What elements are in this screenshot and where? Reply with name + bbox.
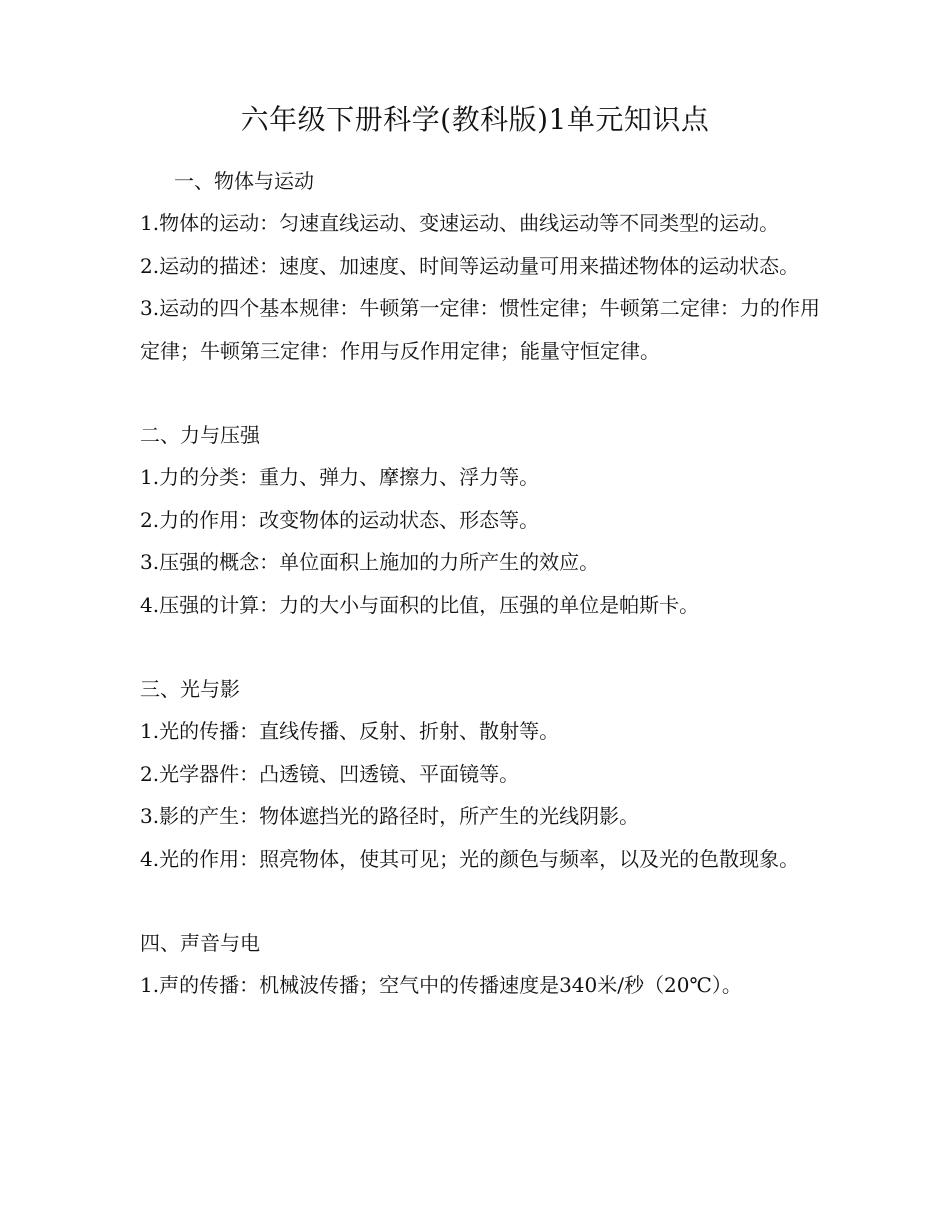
list-item: 2.力的作用：改变物体的运动状态、形态等。 — [140, 507, 540, 532]
section-force-pressure — [140, 414, 820, 626]
document-body — [140, 160, 820, 1049]
section-heading: 四、声音与电 — [140, 931, 260, 955]
section-heading: 一、物体与运动 — [174, 169, 314, 193]
list-item: 1.光的传播：直线传播、反射、折射、散射等。 — [140, 719, 560, 743]
list-item: 2.运动的描述：速度、加速度、时间等运动量可用来描述物体的运动状态。 — [140, 253, 800, 278]
section-motion — [140, 160, 820, 372]
section-heading: 二、力与压强 — [140, 423, 260, 447]
list-item: 1.物体的运动：匀速直线运动、变速运动、曲线运动等不同类型的运动。 — [140, 211, 780, 235]
section-sound-electricity — [140, 922, 820, 1007]
list-item: 3.运动的四个基本规律：牛顿第一定律：惯性定律；牛顿第二定律：力的作用定律；牛顿第三定律：作用与反作用定律；能量守恒定律。 — [140, 296, 820, 363]
section-heading: 三、光与影 — [140, 677, 240, 701]
list-item: 2.光学器件：凸透镜、凹透镜、平面镜等。 — [140, 761, 520, 786]
section-light-shadow — [140, 668, 820, 880]
list-item: 3.影的产生：物体遮挡光的路径时，所产生的光线阴影。 — [140, 804, 640, 828]
document-title: 六年级下册科学(教科版)1单元知识点 — [240, 103, 710, 136]
list-item: 1.声的传播：机械波传播；空气中的传播速度是340米/秒（20℃）。 — [140, 973, 742, 997]
list-item: 4.光的作用：照亮物体，使其可见；光的颜色与频率，以及光的色散现象。 — [140, 846, 800, 871]
list-item: 4.压强的计算：力的大小与面积的比值，压强的单位是帕斯卡。 — [140, 592, 700, 617]
list-item: 1.力的分类：重力、弹力、摩擦力、浮力等。 — [140, 465, 540, 489]
list-item: 3.压强的概念：单位面积上施加的力所产生的效应。 — [140, 550, 600, 574]
